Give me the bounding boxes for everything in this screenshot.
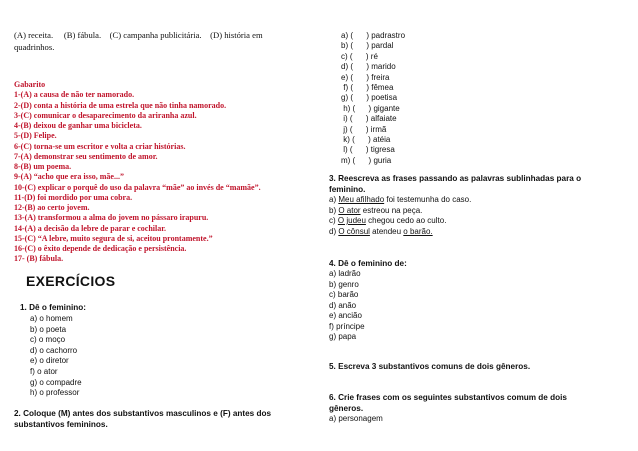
- answer-key-item: 10-(C) explicar o porquê do uso da palavra “mãe” ao invés de “mamãe”.: [14, 182, 261, 192]
- list-item: i) ( ) alfaiate: [341, 114, 397, 124]
- question-5-title: 5. Escreva 3 substantivos comuns de dois gêneros.: [329, 362, 531, 371]
- list-item: c) o moço: [30, 335, 66, 345]
- question-1-list: [30, 314, 82, 399]
- answer-key-item: 7-(A) demonstrar seu sentimento de amor.: [14, 151, 158, 161]
- list-item: e) ancião: [329, 311, 362, 320]
- question-2-line-2: substantivos femininos.: [14, 419, 108, 429]
- underlined-word: Meu afilhado: [338, 195, 385, 204]
- question-6-title: [329, 393, 629, 414]
- answer-key: [14, 80, 314, 265]
- list-item: c) barão: [329, 290, 359, 299]
- answer-key-item: 11-(D) foi mordido por uma cobra.: [14, 192, 133, 202]
- list-item: l) ( ) tigresa: [341, 145, 395, 155]
- list-item: k) ( ) atéia: [341, 135, 391, 145]
- list-item: a) ladrão: [329, 269, 361, 278]
- list-item: c) ( ) ré: [341, 51, 378, 61]
- sentence-d: [329, 227, 471, 238]
- list-item: f) ( ) fêmea: [341, 83, 394, 93]
- answer-key-item: 3-(C) comunicar o desaparecimento da ariranha azul.: [14, 110, 197, 120]
- exercises-title: EXERCÍCIOS: [26, 273, 116, 289]
- sentence-prefix: c): [329, 216, 338, 225]
- sentence-b: [329, 206, 471, 217]
- answer-key-item: 1-(A) a causa de não ter namorado.: [14, 90, 135, 100]
- question-2-line-1: 2. Coloque (M) antes dos substantivos masculinos e (F) antes dos: [14, 409, 272, 418]
- sentence-prefix: a): [329, 195, 339, 204]
- sentence-rest: estreou na peça.: [360, 205, 423, 215]
- question-6-item-a: a) personagem: [329, 414, 383, 423]
- answer-key-title: Gabarito: [14, 80, 46, 89]
- list-item: f) príncipe: [329, 321, 365, 331]
- sentence-c: [329, 216, 471, 227]
- question-3-line-2: feminino.: [329, 184, 366, 194]
- list-item: g) papa: [329, 332, 357, 341]
- list-item: a) o homem: [30, 314, 73, 323]
- list-item: g) ( ) poetisa: [341, 93, 398, 103]
- list-item: m) ( ) guria: [341, 155, 392, 165]
- answer-key-item: 12-(B) ao certo jovem.: [14, 203, 90, 212]
- list-item: j) ( ) irmã: [341, 124, 387, 134]
- list-item: h) ( ) gigante: [341, 103, 400, 113]
- answer-options-line-2: quadrinhos.: [14, 42, 55, 52]
- sentence-rest: atendeu: [369, 226, 404, 236]
- list-item: b) o poeta: [30, 324, 67, 334]
- question-2-title: [14, 409, 314, 430]
- question-6-line-1: 6. Crie frases com os seguintes substantivos comum de dois: [329, 393, 567, 402]
- answer-options: [14, 29, 304, 53]
- underlined-word: o barão.: [403, 226, 433, 236]
- question-6-line-2: gêneros.: [329, 403, 364, 413]
- answer-options-line-1: (A) receita. (B) fábula. (C) campanha publicitária. (D) história em: [14, 30, 263, 40]
- underlined-word: O ator: [338, 205, 361, 215]
- answer-key-item: 13-(A) transformou a alma do jovem no pássaro irapuru.: [14, 213, 209, 223]
- question-4-title: 4. Dê o feminino de:: [329, 259, 407, 268]
- list-item: h) o professor: [30, 388, 80, 398]
- list-item: b) ( ) pardal: [341, 41, 394, 51]
- list-item: f) o ator: [30, 366, 58, 376]
- answer-key-item: 6-(C) torna-se um escritor e volta a criar histórias.: [14, 141, 186, 151]
- question-3-line-1: 3. Reescreva as frases passando as palavras sublinhadas para o: [329, 174, 582, 183]
- answer-key-item: 17- (B) fábula.: [14, 254, 64, 264]
- list-item: a) ( ) padrastro: [341, 31, 406, 40]
- sentence-prefix: b): [329, 205, 339, 215]
- sentence-rest: foi testemunha do caso.: [384, 195, 472, 204]
- underlined-word: O cônsul: [338, 226, 370, 236]
- list-item: e) o diretor: [30, 356, 69, 366]
- question-3-title: [329, 174, 629, 195]
- list-item: b) genro: [329, 279, 359, 289]
- answer-key-item: 8-(B) um poema.: [14, 162, 72, 171]
- question-1-title: 1. Dê o feminino:: [20, 303, 86, 312]
- list-item: d) o cachorro: [30, 345, 78, 355]
- answer-key-item: 15-(C) “A lebre, muito segura de si, aceitou prontamente.”: [14, 233, 213, 243]
- question-2-list: [341, 31, 405, 166]
- list-item: d) ( ) marido: [341, 62, 396, 72]
- answer-key-item: 5-(D) Felipe.: [14, 131, 57, 141]
- question-3-answers: [329, 195, 471, 237]
- list-item: e) ( ) freira: [341, 72, 390, 82]
- answer-key-item: 16-(C) o êxito depende de dedicação e persistência.: [14, 244, 187, 253]
- answer-key-item: 2-(D) conta a história de uma estrela que não tinha namorado.: [14, 100, 227, 110]
- underlined-word: O judeu: [337, 216, 366, 225]
- answer-key-item: 4-(B) deixou de ganhar uma bicicleta.: [14, 121, 142, 130]
- sentence-prefix: d): [329, 226, 339, 236]
- answer-key-item: 9-(A) “acho que era isso, mãe...”: [14, 172, 124, 182]
- list-item: g) o compadre: [30, 377, 82, 387]
- list-item: d) anão: [329, 300, 357, 310]
- question-4-list: [329, 269, 365, 343]
- answer-key-item: 14-(A) a decisão da lebre de parar e cochilar.: [14, 223, 167, 233]
- sentence-rest: chegou cedo ao culto.: [365, 216, 447, 225]
- sentence-a: [329, 195, 471, 206]
